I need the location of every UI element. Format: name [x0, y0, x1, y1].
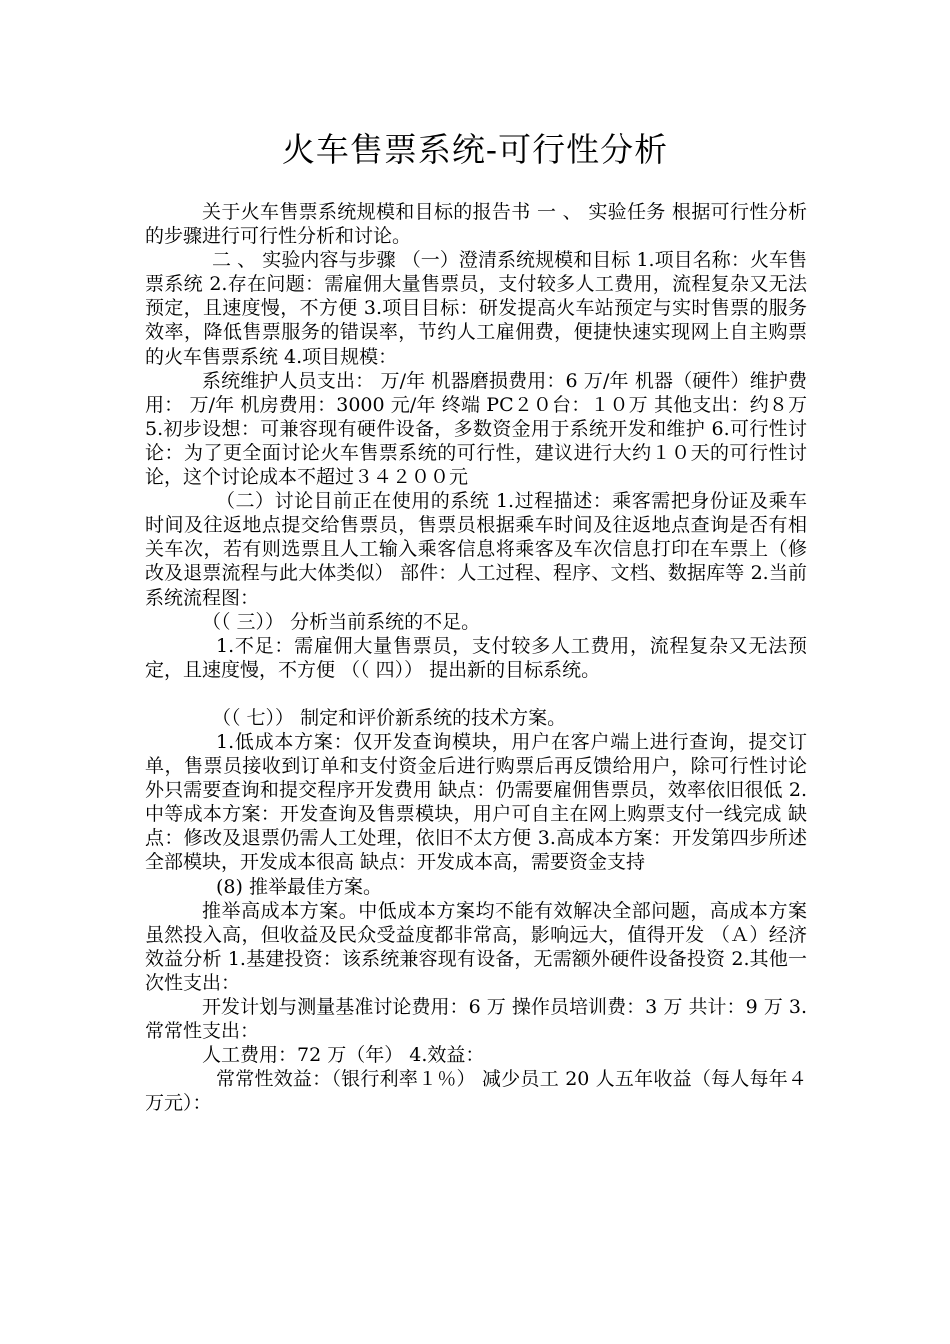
document-body	[145, 200, 807, 1115]
paragraph-section-three-heading: （（ 三）） 分析当前系统的不足。	[202, 610, 481, 633]
paragraph-scope-and-goals: 二 、 实验内容与步骤 （一）澄清系统规模和目标 1.项目名称：火车售票系统 2.存在问题：需雇佣大量售票员，支付较多人工费用，流程复杂又无法预定，且速度慢，不方便 3.项目目标：研发提高火车站预定与实时售票的服务效率，降低售票服务的错误率，节约人工雇佣费，便捷快速实现网上自主购票的火车售票系统 4.项目规模：	[145, 249, 807, 368]
paragraph-recurring-costs: 人工费用：72 万（年） 4.效益：	[202, 1044, 485, 1067]
paragraph-costs: 系统维护人员支出： 万/年 机器磨损费用：6 万/年 机器（硬件）维护费用： 万/年 机房费用：3000 元/年 终端 PC２０台：１０万 其他支出：约８万 5.初步设想：可兼容现有硬件设备，多数资金用于系统开发和维护 6.可行性讨论：为了更全面讨论火车售票系统的可行性，建议进行大约１０天的可行性讨论，这个讨论成本不超过３４２００元	[145, 369, 807, 489]
paragraph-recommendation: 推举高成本方案。中低成本方案均不能有效解决全部问题，高成本方案虽然投入高，但收益及民众受益度都非常高，影响远大，值得开发 （Ａ）经济效益分析 1.基建投资：该系统兼容现有设备，无需额外硬件设备投资 2.其他一次性支出：	[145, 899, 807, 994]
paragraph-shortcomings: 1.不足：需雇佣大量售票员，支付较多人工费用，流程复杂又无法预定，且速度慢，不方便 （（ 四）） 提出新的目标系统。	[145, 634, 807, 681]
paragraph-section-seven-heading: （（ 七）） 制定和评价新系统的技术方案。	[212, 706, 567, 729]
paragraph-recurring-benefits: 常常性效益：（银行利率１％） 减少员工 20 人五年收益（每人每年４万元）：	[145, 1068, 807, 1115]
document-title: 火车售票系统-可行性分析	[281, 130, 669, 169]
paragraph-one-time-costs: 开发计划与测量基准讨论费用：6 万 操作员培训费：3 万 共计：9 万 3.常常性支出：	[145, 996, 807, 1043]
paragraph-section-eight-heading: (8) 推举最佳方案。	[216, 875, 382, 898]
paragraph-report-intro: 关于火车售票系统规模和目标的报告书 一 、 实验任务 根据可行性分析的步骤进行可行性分析和讨论。	[145, 201, 807, 248]
blank-line	[145, 682, 807, 706]
paragraph-current-system: （二）讨论目前正在使用的系统 1.过程描述：乘客需把身份证及乘车时间及往返地点提交给售票员，售票员根据乘车时间及往返地点查询是否有相关车次，若有则选票且人工输入乘客信息将乘客及车次信息打印在车票上（修改及退票流程与此大体类似） 部件：人工过程、程序、文档、数据库等 2.当前系统流程图：	[145, 490, 807, 609]
paragraph-technical-options: 1.低成本方案：仅开发查询模块，用户在客户端上进行查询，提交订单，售票员接收到订单和支付资金后进行购票后再反馈给用户，除可行性讨论外只需要查询和提交程序开发费用 缺点：仍需要雇佣售票员，效率依旧很低 2.中等成本方案：开发查询及售票模块，用户可自主在网上购票支付一线完成 缺点：修改及退票仍需人工处理，依旧不太方便 3.高成本方案：开发第四步所述全部模块，开发成本很高 缺点：开发成本高，需要资金支持	[145, 730, 807, 874]
